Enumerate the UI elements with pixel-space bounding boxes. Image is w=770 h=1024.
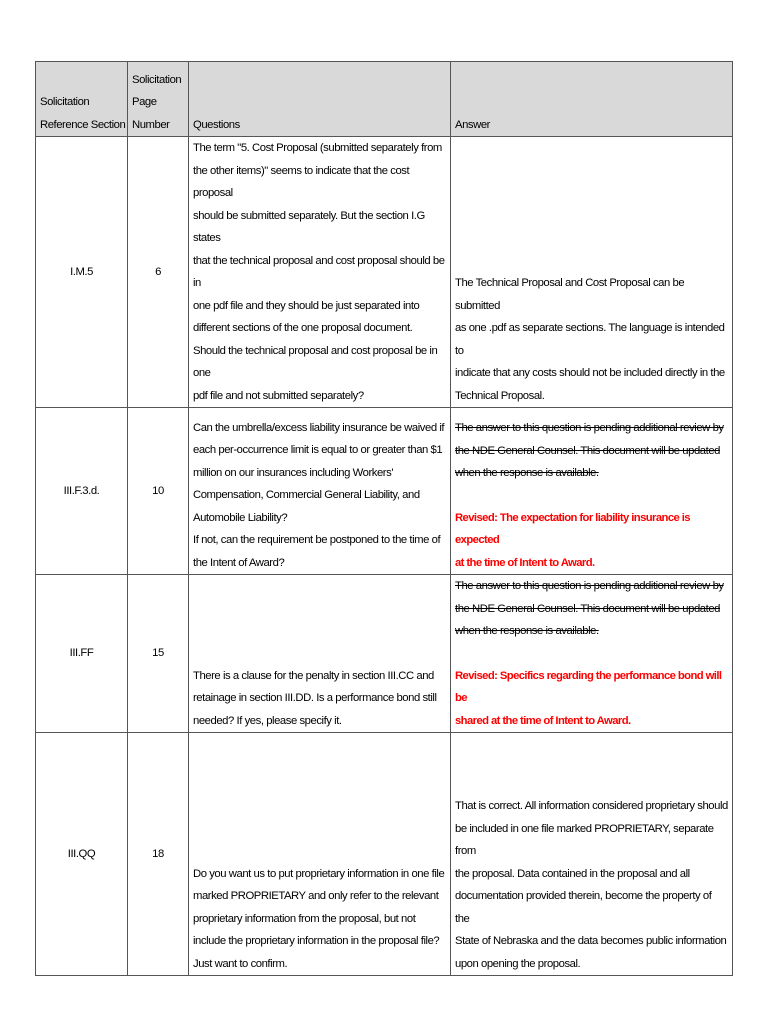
header-questions-label: Questions (193, 118, 240, 131)
answer-cell: That is correct. All information considered proprietary should be included in one file marked PROPRIETARY, separate from the proposal. Data contained in the proposal and all documentation provided therein, become the property of the State of Nebraska and the data becomes public information upon opening the proposal. (451, 733, 733, 976)
qa-table (35, 61, 733, 976)
reference-section-cell: III.F.3.d. (36, 408, 128, 575)
page-number-cell: 15 (128, 575, 189, 733)
answer-spacer (455, 643, 728, 665)
table-row (36, 733, 733, 976)
header-answer-label: Answer (455, 118, 490, 131)
header-page-line2: Page (132, 96, 157, 108)
question-cell: There is a clause for the penalty in section III.CC and retainage in section III.DD. Is a performance bond still needed? If yes, please specify it. (189, 575, 451, 733)
answer-cell (451, 575, 733, 733)
struck-answer-text: The answer to this question is pending additional review by the NDE General Counsel. This document will be updated when the response is available. (455, 580, 724, 637)
reference-section-cell: I.M.5 (36, 137, 128, 408)
question-cell: Do you want us to put proprietary information in one file marked PROPRIETARY and only refer to the relevant proprietary information from the proposal, but not include the proprietary information in the proposal file? Just want to confirm. (189, 733, 451, 976)
page-number-cell: 10 (128, 408, 189, 575)
page-number-cell: 18 (128, 733, 189, 976)
answer-cell (451, 408, 733, 575)
header-questions (189, 62, 451, 137)
revised-answer-text: Revised: Specifics regarding the performance bond will be shared at the time of Intent to Award. (455, 669, 722, 727)
table-row (36, 137, 733, 408)
header-page-line1: Solicitation (132, 73, 182, 86)
header-ref-line1: Solicitation (40, 96, 90, 108)
question-cell: The term "5. Cost Proposal (submitted separately from the other items)" seems to indicate that the cost proposal should be submitted separately. But the section I.G states that the technical proposal and cost proposal should be in one pdf file and they should be just separated into different sections of the one proposal document. Should the technical proposal and cost proposal be in one pdf file and not submitted separately? (189, 137, 451, 408)
header-reference-section (36, 62, 128, 137)
header-page-number (128, 62, 189, 137)
table-row (36, 408, 733, 575)
header-page-line3: Number (132, 118, 170, 131)
table-row (36, 575, 733, 733)
question-cell: Can the umbrella/excess liability insurance be waived if each per-occurrence limit is equal to or greater than $1 million on our insurances including Workers' Compensation, Commercial General Liability, and Automobile Liability? If not, can the requirement be postponed to the time of the Intent of Award? (189, 408, 451, 575)
answer-cell: The Technical Proposal and Cost Proposal can be submitted as one .pdf as separate sections. The language is intended to indicate that any costs should not be included directly in the Technical Proposal. (451, 137, 733, 408)
revised-answer-text: Revised: The expectation for liability insurance is expected at the time of Intent to Award. (455, 511, 690, 569)
page-number-cell: 6 (128, 137, 189, 408)
answer-spacer (455, 485, 728, 507)
table-header (36, 62, 733, 137)
header-ref-line2: Reference Section (40, 118, 126, 131)
header-row (36, 62, 733, 137)
reference-section-cell: III.FF (36, 575, 128, 733)
reference-section-cell: III.QQ (36, 733, 128, 976)
header-answer (451, 62, 733, 137)
struck-answer-text: The answer to this question is pending additional review by the NDE General Counsel. This document will be updated when the response is available. (455, 422, 724, 479)
